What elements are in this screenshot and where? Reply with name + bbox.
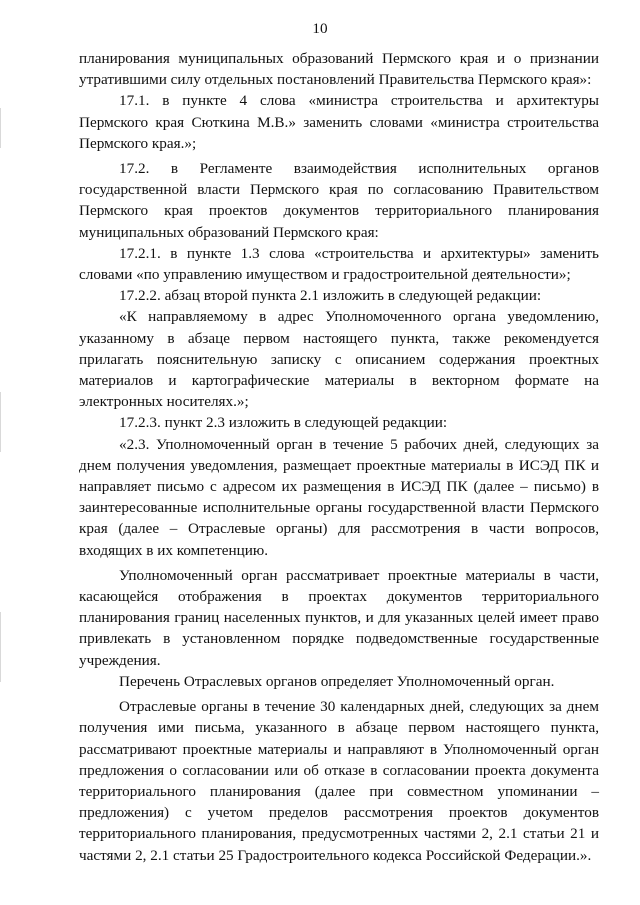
scan-edge-mark xyxy=(0,108,1,148)
paragraph-quote-2-3: «2.3. Уполномоченный орган в течение 5 рабочих дней, следующих за днем получения уведомления, размещает проектные материалы в ИСЭД ПК и направляет письмо с адресом их размещения в ИСЭД ПК (далее – письмо) в заинтересованные исполнительные органы государственной власти Пермского края (далее – Отраслевые органы) для рассмотрения в части вопросов, входящих в их компетенцию. xyxy=(79,435,599,559)
page-number: 10 xyxy=(312,20,328,37)
paragraph-17-2-1: 17.2.1. в пункте 1.3 слова «строительства и архитектуры» заменить словами «по управлению имуществом и градостроительной деятельности»; xyxy=(79,244,599,284)
scan-edge-mark xyxy=(0,612,1,682)
paragraph-list-of-bodies: Перечень Отраслевых органов определяет Уполномоченный орган. xyxy=(119,672,555,690)
paragraph-authorized-body: Уполномоченный орган рассматривает проектные материалы в части, касающейся отображения в проектах документов территориального планирования границ населенных пунктов, и для указанных целей имеет право привлекать в установленном порядке подведомственные государственные учреждения. xyxy=(79,566,599,669)
scan-edge-mark xyxy=(0,392,1,452)
paragraph-17-2: 17.2. в Регламенте взаимодействия исполнительных органов государственной власти Пермского края по согласованию Правительством Пермского края проектов документов территориального планирования муниципальных образований Пермского края: xyxy=(79,160,599,241)
paragraph-quote-2-1: «К направляемому в адрес Уполномоченного органа уведомлению, указанному в абзаце первом настоящего пункта, также рекомендуется прилагать пояснительную записку с описанием содержания проектных материалов и картографические материалы в векторном формате на электронных носителях.»; xyxy=(79,308,599,411)
paragraph-17-2-2: 17.2.2. абзац второй пункта 2.1 изложить в следующей редакции: xyxy=(119,287,542,305)
document-body xyxy=(79,48,599,866)
paragraph-continuation: планирования муниципальных образований Пермского края и о признании утратившими силу отдельных постановлений Правительства Пермского края»: xyxy=(79,50,599,89)
paragraph-17-1: 17.1. в пункте 4 слова «министра строительства и архитектуры Пермского края Сюткина М.В.» заменить словами «министра строительства Пермского края.»; xyxy=(79,92,599,152)
paragraph-17-2-3: 17.2.3. пункт 2.3 изложить в следующей редакции: xyxy=(119,414,448,432)
paragraph-sectoral-bodies: Отраслевые органы в течение 30 календарных дней, следующих за днем получения ими письма, указанного в абзаце первом настоящего пункта, рассматривают проектные материалы и направляют в Уполномоченный орган предложения о согласовании или об отказе в согласовании проекта документа территориального планирования (далее при совместном упоминании – предложения) с учетом пределов рассмотрения проектов документов территориального планирования, предусмотренных частями 2, 2.1 статьи 21 и частями 2, 2.1 статьи 25 Градостроительного кодекса Российской Федерации.». xyxy=(79,698,599,864)
